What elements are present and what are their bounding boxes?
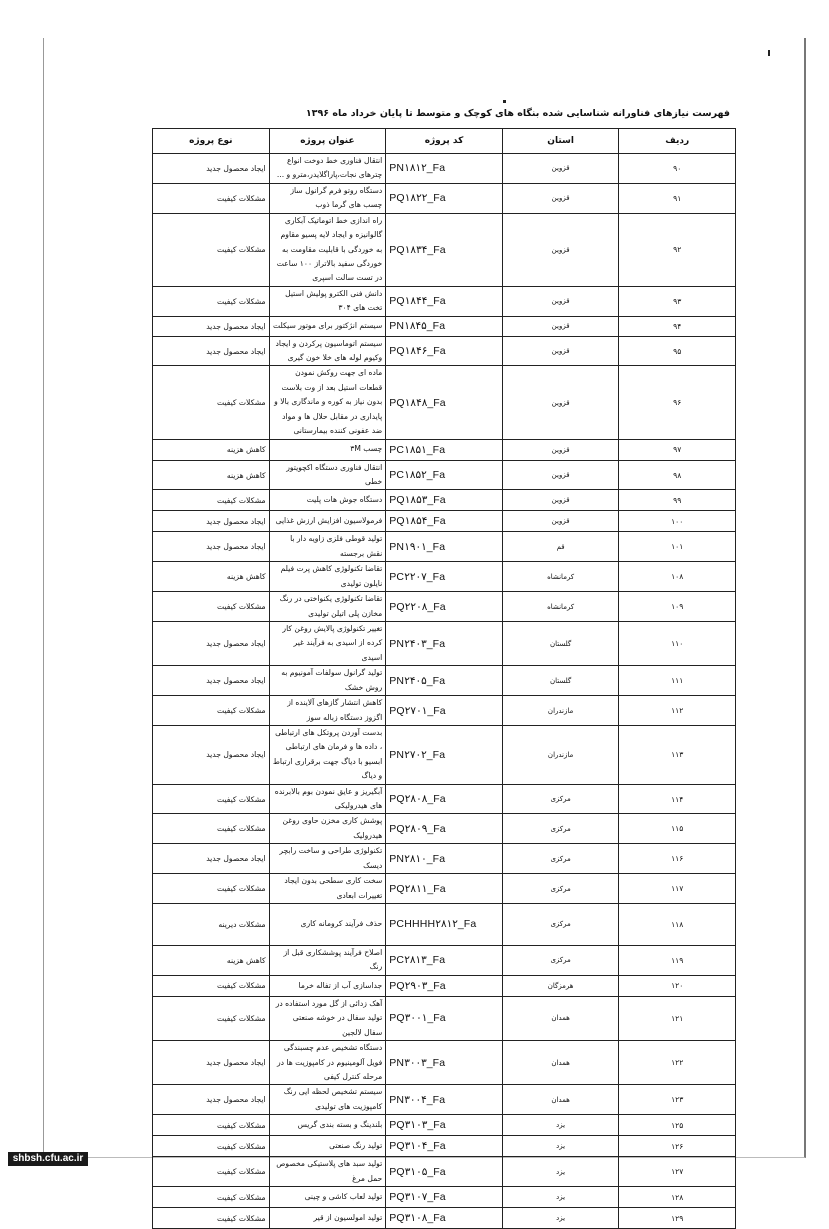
row-number-cell: ۱۲۱ [619, 996, 736, 1040]
project-type-cell: مشکلات کیفیت [153, 490, 270, 511]
province-cell: قزوین [502, 460, 619, 490]
province-cell: قزوین [502, 366, 619, 439]
project-code-cell: PQ۱۸۵۴_Fa [386, 511, 503, 532]
project-type-cell: کاهش هزینه [153, 562, 270, 592]
project-type-cell: ایجاد محصول جدید [153, 316, 270, 336]
scan-speck [768, 50, 770, 56]
project-code-cell: PQ۲۷۰۱_Fa [386, 696, 503, 726]
table-row [153, 903, 736, 945]
row-number-cell: ۱۱۷ [619, 874, 736, 904]
table-row [153, 945, 736, 975]
project-title-cell: تقاضا تکنولوژی یکنواختی در رنگ مخازن پلی اتیلن تولیدی [269, 592, 386, 622]
project-title-cell: آهک زدائی از گل مورد استفاده در تولید سفال در خوشه صنعتی سفال لالجین [269, 996, 386, 1040]
table-row [153, 316, 736, 336]
project-code-cell: PC۱۸۵۱_Fa [386, 439, 503, 460]
project-title-cell: تولید لعاب کاشی و چینی [269, 1187, 386, 1208]
project-type-cell: ایجاد محصول جدید [153, 1041, 270, 1085]
scan-speck [503, 100, 506, 103]
project-code-cell: PC۲۲۰۷_Fa [386, 562, 503, 592]
province-cell: مازندران [502, 696, 619, 726]
document-title: فهرست نیازهای فناورانه شناسایی شده بنگاه های کوچک و متوسط تا پایان خرداد ماه ۱۳۹۶ [305, 108, 730, 119]
project-type-cell: مشکلات کیفیت [153, 975, 270, 996]
table-row [153, 439, 736, 460]
province-cell: قزوین [502, 439, 619, 460]
province-cell: مرکزی [502, 903, 619, 945]
province-cell: قم [502, 532, 619, 562]
province-cell: مازندران [502, 725, 619, 784]
province-cell: گلستان [502, 666, 619, 696]
table-row [153, 592, 736, 622]
project-title-cell: دانش فنی الکترو پولیش استیل تخت های ۳۰۴ [269, 286, 386, 316]
province-cell: یزد [502, 1208, 619, 1229]
project-title-cell: دستگاه روتو فرم گرانول ساز چسب های گرما ذوب [269, 183, 386, 213]
project-code-cell: PQ۱۸۲۲_Fa [386, 183, 503, 213]
project-title-cell: راه اندازی خط اتوماتیک آبکاری گالوانیزه و ایجاد لایه پسیو مقاوم به خوردگی با قابلیت مقاومت به خوردگی سفید بالاتراز ۱۰۰ ساعت در تست سالت اسپری [269, 213, 386, 286]
header-project-title: عنوان پروژه [269, 129, 386, 154]
project-code-cell: PQ۲۸۰۹_Fa [386, 814, 503, 844]
project-type-cell: کاهش هزینه [153, 945, 270, 975]
row-number-cell: ۹۵ [619, 336, 736, 366]
row-number-cell: ۹۱ [619, 183, 736, 213]
row-number-cell: ۱۱۱ [619, 666, 736, 696]
province-cell: قزوین [502, 490, 619, 511]
project-code-cell: PQ۳۱۰۸_Fa [386, 1208, 503, 1229]
row-number-cell: ۱۲۰ [619, 975, 736, 996]
row-number-cell: ۱۱۳ [619, 725, 736, 784]
table-row [153, 532, 736, 562]
row-number-cell: ۱۲۶ [619, 1136, 736, 1157]
project-title-cell: انتقال فناوری خط دوخت انواع چترهای نجات،پاراگلایدر،مترو و ... [269, 154, 386, 184]
project-code-cell: PQ۲۸۱۱_Fa [386, 874, 503, 904]
project-code-cell: PN۱۸۴۵_Fa [386, 316, 503, 336]
project-type-cell: مشکلات کیفیت [153, 213, 270, 286]
province-cell: مرکزی [502, 814, 619, 844]
province-cell: یزد [502, 1157, 619, 1187]
row-number-cell: ۹۴ [619, 316, 736, 336]
province-cell: گلستان [502, 621, 619, 665]
province-cell: قزوین [502, 511, 619, 532]
province-cell: مرکزی [502, 874, 619, 904]
table-row [153, 1041, 736, 1085]
project-code-cell: PQ۳۱۰۴_Fa [386, 1136, 503, 1157]
table-row [153, 996, 736, 1040]
table-body [153, 154, 736, 1229]
table-row [153, 336, 736, 366]
table-row [153, 460, 736, 490]
table-row [153, 183, 736, 213]
project-title-cell: تقاضا تکنولوژی کاهش پرت فیلم نایلون تولیدی [269, 562, 386, 592]
project-type-cell: ایجاد محصول جدید [153, 621, 270, 665]
project-title-cell: تغییر تکنولوژی پالایش روغن کار کرده از اسیدی به فرآیند غیر اسیدی [269, 621, 386, 665]
project-title-cell: دستگاه تشخیص عدم چسبندگی فویل آلومینیوم در کامپوزیت ها در مرحله کنترل کیفی [269, 1041, 386, 1085]
project-code-cell: PC۱۸۵۲_Fa [386, 460, 503, 490]
row-number-cell: ۱۱۰ [619, 621, 736, 665]
province-cell: قزوین [502, 154, 619, 184]
project-code-cell: PN۳۰۰۴_Fa [386, 1085, 503, 1115]
project-type-cell: مشکلات کیفیت [153, 1136, 270, 1157]
row-number-cell: ۱۱۶ [619, 844, 736, 874]
row-number-cell: ۱۱۵ [619, 814, 736, 844]
project-code-cell: PQ۳۰۰۱_Fa [386, 996, 503, 1040]
project-code-cell: PQ۳۱۰۵_Fa [386, 1157, 503, 1187]
project-title-cell: بلندینگ و بسته بندی گریس [269, 1115, 386, 1136]
project-type-cell: ایجاد محصول جدید [153, 725, 270, 784]
project-type-cell: ایجاد محصول جدید [153, 844, 270, 874]
row-number-cell: ۱۰۰ [619, 511, 736, 532]
table-row [153, 511, 736, 532]
table-row [153, 666, 736, 696]
project-code-cell: PQ۱۸۴۶_Fa [386, 336, 503, 366]
project-code-cell: PC۲۸۱۳_Fa [386, 945, 503, 975]
project-code-cell: PQ۱۸۳۴_Fa [386, 213, 503, 286]
project-title-cell: جداسازی آب از تفاله خرما [269, 975, 386, 996]
province-cell: یزد [502, 1187, 619, 1208]
project-code-cell: PQ۱۸۴۴_Fa [386, 286, 503, 316]
project-code-cell: PCHHHH۲۸۱۲_Fa [386, 903, 503, 945]
project-code-cell: PQ۲۲۰۸_Fa [386, 592, 503, 622]
project-type-cell: ایجاد محصول جدید [153, 532, 270, 562]
row-number-cell: ۱۲۸ [619, 1187, 736, 1208]
row-number-cell: ۱۲۵ [619, 1115, 736, 1136]
project-code-cell: PN۲۴۰۵_Fa [386, 666, 503, 696]
project-title-cell: تولید رنگ صنعتی [269, 1136, 386, 1157]
row-number-cell: ۱۲۲ [619, 1041, 736, 1085]
table-row [153, 154, 736, 184]
row-number-cell: ۱۰۸ [619, 562, 736, 592]
project-code-cell: PN۱۸۱۲_Fa [386, 154, 503, 184]
project-title-cell: پوشش کاری مخزن حاوی روغن هیدرولیک [269, 814, 386, 844]
province-cell: یزد [502, 1115, 619, 1136]
row-number-cell: ۹۲ [619, 213, 736, 286]
project-type-cell: ایجاد محصول جدید [153, 511, 270, 532]
project-type-cell: مشکلات کیفیت [153, 1187, 270, 1208]
header-project-type: نوع پروژه [153, 129, 270, 154]
row-number-cell: ۹۰ [619, 154, 736, 184]
row-number-cell: ۹۶ [619, 366, 736, 439]
row-number-cell: ۱۱۹ [619, 945, 736, 975]
row-number-cell: ۱۱۴ [619, 784, 736, 814]
project-title-cell: چسب ۳M [269, 439, 386, 460]
row-number-cell: ۱۰۹ [619, 592, 736, 622]
province-cell: قزوین [502, 336, 619, 366]
project-type-cell: مشکلات کیفیت [153, 696, 270, 726]
table-row [153, 844, 736, 874]
project-type-cell: ایجاد محصول جدید [153, 1085, 270, 1115]
project-type-cell: ایجاد محصول جدید [153, 336, 270, 366]
project-title-cell: بدست آوردن پروتکل های ارتباطی ، داده ها و فرمان های ارتباطی ابسیو با دیاگ جهت برقراری ارتباط و دیاگ [269, 725, 386, 784]
project-title-cell: تولید قوطی فلزی زاویه دار با نقش برجسته [269, 532, 386, 562]
table-row [153, 490, 736, 511]
project-title-cell: تکنولوژی طراحی و ساخت رابچر دیسک [269, 844, 386, 874]
project-title-cell: تولید امولسیون از قیر [269, 1208, 386, 1229]
project-code-cell: PN۲۴۰۳_Fa [386, 621, 503, 665]
province-cell: قزوین [502, 213, 619, 286]
province-cell: مرکزی [502, 844, 619, 874]
project-type-cell: مشکلات کیفیت [153, 592, 270, 622]
row-number-cell: ۱۲۹ [619, 1208, 736, 1229]
project-title-cell: سیستم اتوماسیون پرکردن و ایجاد وکیوم لوله های خلا خون گیری [269, 336, 386, 366]
row-number-cell: ۹۷ [619, 439, 736, 460]
province-cell: مرکزی [502, 945, 619, 975]
project-type-cell: ایجاد محصول جدید [153, 154, 270, 184]
province-cell: همدان [502, 1085, 619, 1115]
table-row [153, 814, 736, 844]
table-row [153, 696, 736, 726]
row-number-cell: ۹۹ [619, 490, 736, 511]
province-cell: همدان [502, 996, 619, 1040]
project-title-cell: سیستم تشخیص لحظه ایی رنگ کامپوزیت های تولیدی [269, 1085, 386, 1115]
project-title-cell: سیستم انژکتور برای موتور سیکلت [269, 316, 386, 336]
province-cell: کرمانشاه [502, 562, 619, 592]
table-row [153, 213, 736, 286]
project-type-cell: مشکلات کیفیت [153, 286, 270, 316]
table-row [153, 725, 736, 784]
table-row [153, 286, 736, 316]
project-type-cell: مشکلات دیرینه [153, 903, 270, 945]
project-type-cell: مشکلات کیفیت [153, 784, 270, 814]
project-title-cell: آبگیریز و عایق نمودن بوم بالابرنده های هیدرولیکی [269, 784, 386, 814]
project-type-cell: مشکلات کیفیت [153, 814, 270, 844]
province-cell: قزوین [502, 316, 619, 336]
project-title-cell: دستگاه جوش هات پلیت [269, 490, 386, 511]
row-number-cell: ۱۰۱ [619, 532, 736, 562]
project-type-cell: مشکلات کیفیت [153, 996, 270, 1040]
table-row [153, 1208, 736, 1229]
project-code-cell: PN۲۷۰۲_Fa [386, 725, 503, 784]
table-header-row [153, 129, 736, 154]
project-code-cell: PQ۱۸۵۳_Fa [386, 490, 503, 511]
project-type-cell: ایجاد محصول جدید [153, 666, 270, 696]
row-number-cell: ۹۸ [619, 460, 736, 490]
header-project-code: کد پروژه [386, 129, 503, 154]
province-cell: یزد [502, 1136, 619, 1157]
table-row [153, 1136, 736, 1157]
table-row [153, 1085, 736, 1115]
project-title-cell: حذف فرآیند کرومانه کاری [269, 903, 386, 945]
project-code-cell: PN۲۸۱۰_Fa [386, 844, 503, 874]
row-number-cell: ۱۲۳ [619, 1085, 736, 1115]
table-row [153, 975, 736, 996]
row-number-cell: ۱۱۸ [619, 903, 736, 945]
header-province: استان [502, 129, 619, 154]
project-code-cell: PQ۳۱۰۷_Fa [386, 1187, 503, 1208]
row-number-cell: ۱۱۲ [619, 696, 736, 726]
project-title-cell: فرمولاسیون افزایش ارزش غذایی [269, 511, 386, 532]
project-code-cell: PN۱۹۰۱_Fa [386, 532, 503, 562]
project-title-cell: سخت کاری سطحی بدون ایجاد تغییرات ابعادی [269, 874, 386, 904]
table-row [153, 562, 736, 592]
row-number-cell: ۱۲۷ [619, 1157, 736, 1187]
project-code-cell: PQ۱۸۴۸_Fa [386, 366, 503, 439]
project-type-cell: مشکلات کیفیت [153, 183, 270, 213]
project-type-cell: مشکلات کیفیت [153, 366, 270, 439]
project-type-cell: مشکلات کیفیت [153, 874, 270, 904]
province-cell: قزوین [502, 286, 619, 316]
table-row [153, 784, 736, 814]
site-watermark: shbsh.cfu.ac.ir [8, 1152, 88, 1166]
project-code-cell: PQ۳۱۰۳_Fa [386, 1115, 503, 1136]
table-row [153, 621, 736, 665]
project-code-cell: PQ۲۸۰۸_Fa [386, 784, 503, 814]
table-row [153, 1187, 736, 1208]
province-cell: کرمانشاه [502, 592, 619, 622]
project-code-cell: PN۳۰۰۳_Fa [386, 1041, 503, 1085]
row-number-cell: ۹۳ [619, 286, 736, 316]
table-row [153, 1115, 736, 1136]
province-cell: هرمزگان [502, 975, 619, 996]
province-cell: همدان [502, 1041, 619, 1085]
province-cell: قزوین [502, 183, 619, 213]
project-type-cell: مشکلات کیفیت [153, 1208, 270, 1229]
table-row [153, 874, 736, 904]
needs-table [152, 128, 736, 1229]
project-title-cell: ماده ای جهت روکش نمودن قطعات استیل بعد از وت بلاست بدون نیاز به کوره و ماندگاری بالا و پایداری در مقابل حلال ها و مواد ضد عفونی کننده بیمارستانی [269, 366, 386, 439]
project-title-cell: تولید گرانول سولفات آمونیوم به روش خشک [269, 666, 386, 696]
table-row [153, 366, 736, 439]
header-row-number: ردیف [619, 129, 736, 154]
project-type-cell: کاهش هزینه [153, 439, 270, 460]
project-title-cell: تولید سبد های پلاستیکی مخصوص حمل مرغ [269, 1157, 386, 1187]
project-type-cell: مشکلات کیفیت [153, 1115, 270, 1136]
project-type-cell: مشکلات کیفیت [153, 1157, 270, 1187]
project-code-cell: PQ۲۹۰۳_Fa [386, 975, 503, 996]
province-cell: مرکزی [502, 784, 619, 814]
project-title-cell: اصلاح فرآیند پوششکاری قبل از رنگ [269, 945, 386, 975]
project-title-cell: کاهش انتشار گازهای آلاینده از اگزوز دستگاه زباله سوز [269, 696, 386, 726]
table-row [153, 1157, 736, 1187]
project-title-cell: انتقال فناوری دستگاه اکچویتور خطی [269, 460, 386, 490]
project-type-cell: کاهش هزینه [153, 460, 270, 490]
